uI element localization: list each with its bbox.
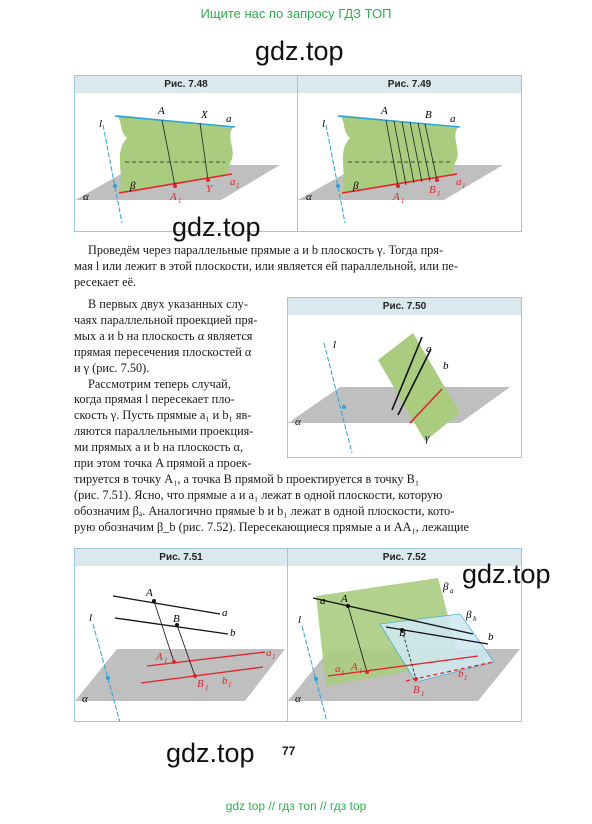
label-alpha: α — [306, 191, 312, 203]
point-B1 — [414, 677, 418, 681]
label-A1-sub: 1 — [178, 197, 182, 205]
label-beta: β — [130, 180, 136, 192]
figure-7-51-drawing — [75, 566, 287, 721]
line-l — [326, 125, 345, 223]
footer-links[interactable]: gdz top // гдз топ // гдз top — [225, 799, 367, 813]
text-line: мая l или лежит в этой плоскости, или является ей параллельной, или пе- — [74, 258, 458, 273]
label-b: b — [443, 360, 449, 372]
label-a: a — [320, 595, 326, 607]
text-line: Рассмотрим теперь случай, — [88, 376, 231, 391]
label-b1-sub: 1 — [464, 674, 468, 682]
text-line: чаях параллельной проекцией пря- — [74, 312, 258, 327]
label-gamma: γ — [425, 432, 430, 444]
point-Y — [206, 178, 210, 182]
label-X: X — [201, 109, 208, 121]
label-A1-sub: 1 — [359, 667, 363, 675]
label-A1: A — [351, 661, 358, 673]
label-B1: B — [413, 684, 420, 696]
label-A: A — [341, 593, 348, 605]
label-l: l — [333, 339, 337, 351]
label-b1-sub: 1 — [228, 681, 232, 689]
label-a: a — [426, 343, 432, 355]
figure-7-50-drawing — [288, 315, 521, 457]
label-beta: β — [353, 180, 359, 192]
text-line: когда прямая l пересекает пло- — [74, 392, 235, 407]
text-line: ляются параллельными проекция- — [74, 424, 254, 439]
label-b: b — [488, 631, 494, 643]
line-b — [115, 618, 228, 634]
label-l: l — [298, 614, 302, 626]
watermark: gdz.top — [255, 36, 344, 66]
label-a1-sub: 1 — [462, 182, 466, 190]
text-line: (рис. 7.51). Ясно, что прямые a и a₁ лежат в одной плоскости, которую — [74, 487, 443, 502]
figure-7-48 — [75, 76, 297, 231]
label-B1: B — [197, 678, 204, 690]
label-a1: a — [456, 176, 462, 188]
text-line: скость γ. Пусть прямые a₁ и b₁ яв- — [74, 408, 252, 423]
label-a1: a — [335, 663, 341, 675]
label-B: B — [399, 627, 406, 639]
figure-7-49 — [298, 76, 521, 231]
label-Y: Y — [206, 183, 213, 195]
label-A1: A — [393, 191, 400, 203]
watermark: gdz.top — [166, 738, 255, 768]
page-number: 77 — [282, 744, 296, 758]
text-line: Проведём через параллельные прямые a и b плоскость γ. Тогда пря- — [88, 243, 444, 257]
label-A1-sub: 1 — [164, 657, 168, 665]
paragraph-2 — [74, 297, 274, 472]
label-b1: b — [222, 675, 228, 687]
label-a1-sub: 1 — [341, 669, 345, 677]
paragraph-1 — [74, 243, 520, 291]
figure-title: Рис. 7.52 — [288, 549, 521, 566]
label-a1-sub: 1 — [236, 182, 240, 190]
figure-title: Рис. 7.51 — [75, 549, 287, 566]
watermark: gdz.top — [462, 559, 551, 589]
text-line: мых a и b на плоскость α является — [74, 328, 253, 343]
label-B1-sub: 1 — [205, 684, 209, 692]
point — [314, 677, 318, 681]
label-a: a — [222, 607, 228, 619]
label-A1: A — [170, 191, 177, 203]
point-B1 — [435, 178, 439, 182]
label-A1: A — [156, 651, 163, 663]
text-line: при этом точка A прямой a проек- — [74, 456, 252, 471]
label-alpha: α — [83, 191, 89, 203]
point-A1 — [172, 660, 176, 664]
label-B1-sub: 1 — [437, 190, 441, 198]
label-B: B — [425, 109, 432, 121]
point — [342, 405, 346, 409]
text-line: В первых двух указанных слу- — [88, 297, 248, 311]
label-A: A — [158, 105, 165, 117]
label-A: A — [146, 587, 153, 599]
label-l: l — [89, 612, 93, 624]
label-alpha: α — [295, 693, 301, 705]
point — [336, 184, 340, 188]
point-A1 — [365, 670, 369, 674]
figure-title: Рис. 7.48 — [75, 76, 297, 93]
text-line: ми прямых a и b на плоскость α, — [74, 440, 244, 455]
label-a1-sub: 1 — [272, 653, 276, 661]
figure-row-top — [74, 75, 522, 232]
label-b: b — [230, 627, 236, 639]
label-A: A — [381, 105, 388, 117]
paragraph-3-continued — [74, 472, 520, 536]
figure-title: Рис. 7.49 — [298, 76, 521, 93]
text-line: прямая пересечения плоскостей α — [74, 344, 252, 359]
text-line: обозначим βₐ. Аналогично прямые b и b₁ лежат в одной плоскости, кото- — [74, 503, 455, 518]
text-line: и γ (рис. 7.50). — [74, 360, 150, 375]
point-A1 — [173, 184, 177, 188]
figure-7-50 — [287, 297, 522, 458]
label-beta-b-sub: b — [473, 615, 477, 623]
label-B1: B — [429, 184, 436, 196]
label-A1-sub: 1 — [401, 197, 405, 205]
figure-7-48-drawing — [75, 93, 297, 231]
label-B1-sub: 1 — [421, 690, 425, 698]
watermark: gdz.top — [172, 212, 261, 242]
point-A — [152, 599, 156, 603]
point — [106, 676, 110, 680]
label-alpha: α — [82, 693, 88, 705]
label-l: l — [99, 118, 103, 130]
point — [113, 184, 117, 188]
text-line: тируется в точку A₁, а точка B прямой b проектируется в точку B₁ — [74, 472, 420, 486]
text-line: ресекает её. — [74, 274, 137, 289]
label-a: a — [226, 113, 232, 125]
label-a1: a — [266, 647, 272, 659]
text-line: рую обозначим β_b (рис. 7.52). Пересекающиеся прямые a и AA₁, лежащие — [74, 519, 469, 534]
figure-title: Рис. 7.50 — [288, 298, 521, 315]
label-l: l — [322, 118, 326, 130]
label-a: a — [450, 113, 456, 125]
label-beta-b: β — [466, 609, 472, 621]
label-a1: a — [230, 176, 236, 188]
search-hint-link[interactable]: Ищите нас по запросу ГДЗ ТОП — [200, 6, 392, 21]
label-B: B — [173, 613, 180, 625]
figure-7-51 — [75, 549, 287, 721]
figure-row-bottom — [74, 548, 522, 722]
line-l — [103, 125, 122, 223]
label-b1: b — [458, 668, 464, 680]
figure-7-49-drawing — [298, 93, 521, 231]
label-alpha: α — [295, 416, 301, 428]
label-beta-a-sub: a — [450, 587, 454, 595]
line-a — [113, 596, 220, 614]
label-beta-a: β — [443, 581, 449, 593]
point-A1 — [396, 184, 400, 188]
